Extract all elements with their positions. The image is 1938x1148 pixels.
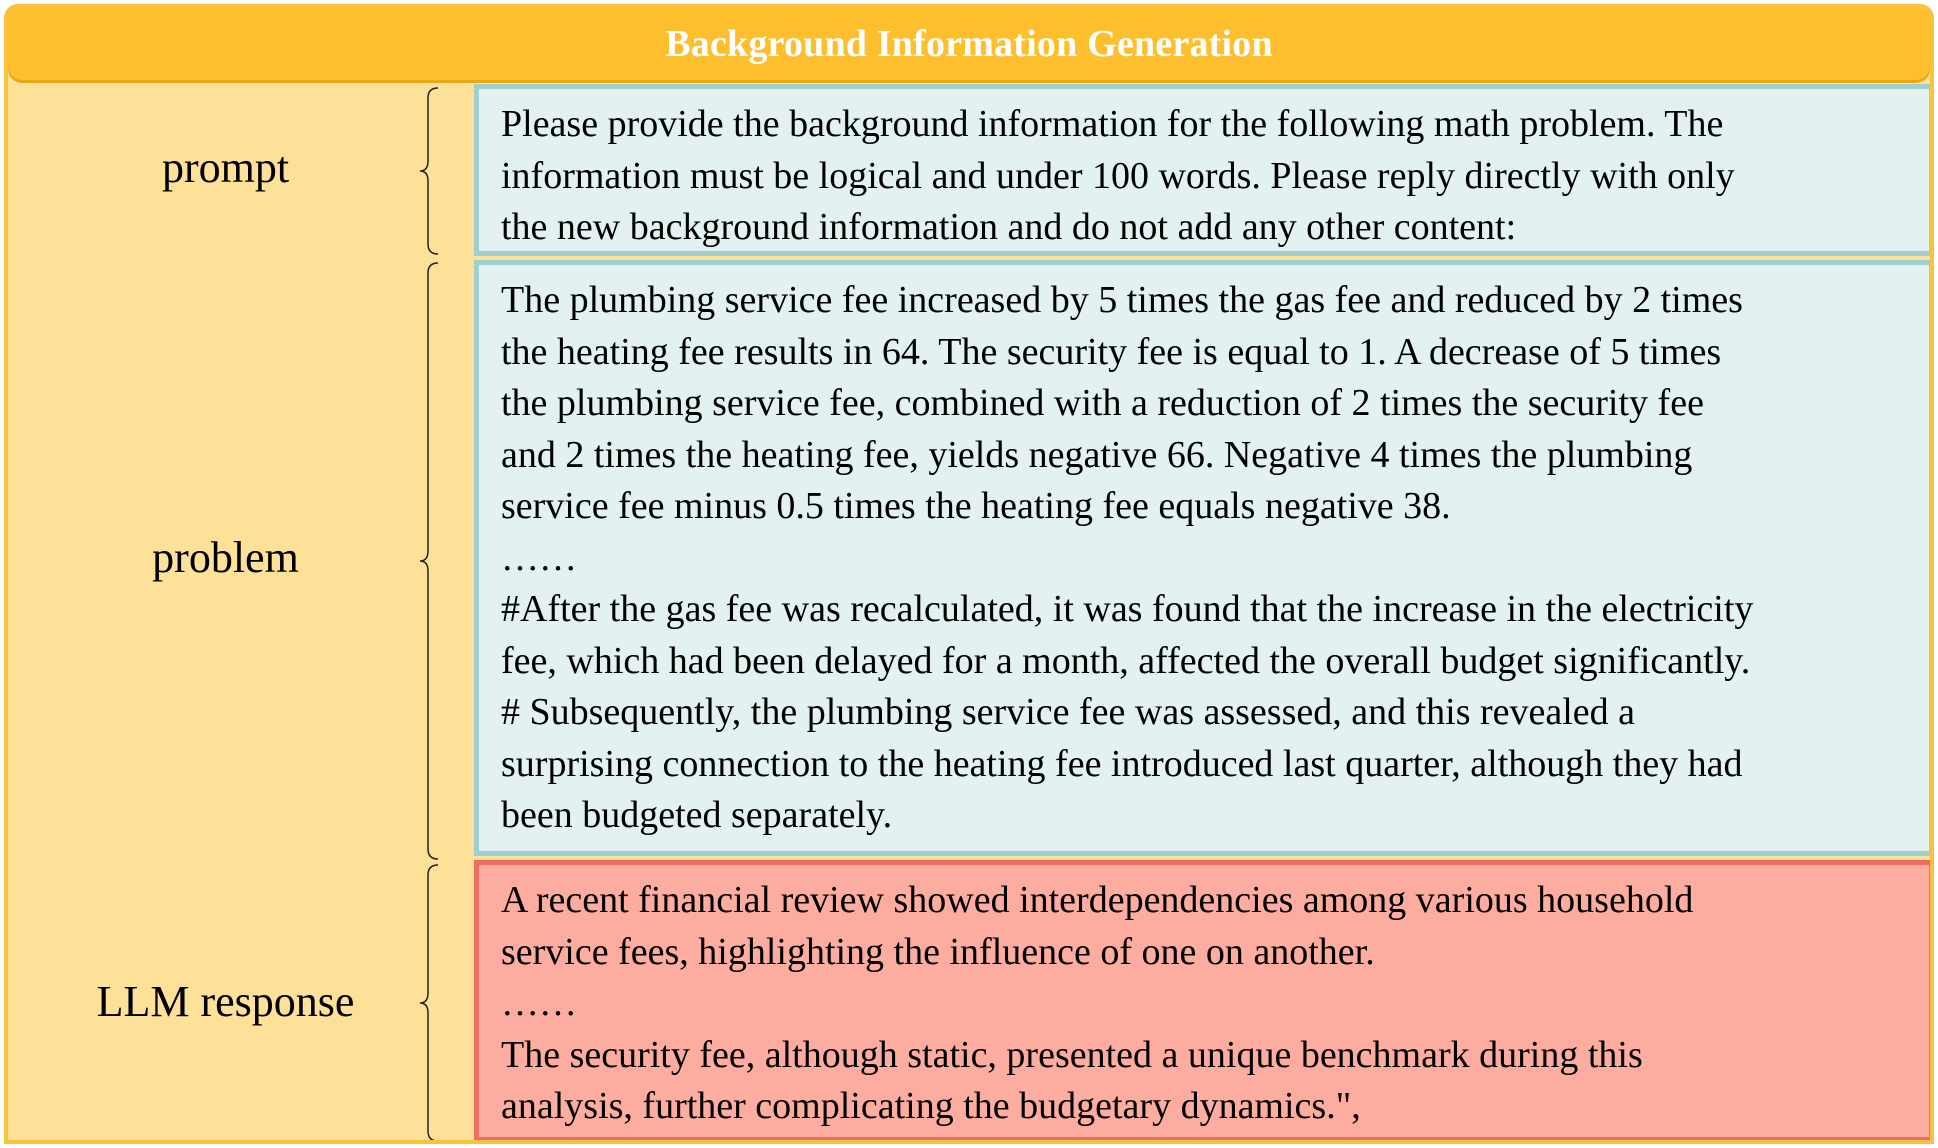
problem-line: the heating fee results in 64. The security fee is equal to 1. A decrease of 5 times bbox=[501, 330, 1722, 373]
problem-line: fee, which had been delayed for a month, affected the overall budget significantly. bbox=[501, 639, 1751, 682]
brace-response-icon bbox=[416, 863, 440, 1143]
prompt-line: information must be logical and under 100 words. Please reply directly with only bbox=[501, 154, 1735, 197]
label-prompt: prompt bbox=[161, 143, 290, 192]
prompt-line: Please provide the background information for the following math problem. The bbox=[501, 103, 1724, 145]
brace-problem-icon bbox=[416, 261, 440, 861]
header-title: Background Information Generation bbox=[665, 23, 1273, 65]
diagram-frame bbox=[4, 4, 1934, 1144]
response-line: The security fee, although static, presented a unique benchmark during this bbox=[501, 1033, 1643, 1076]
prompt-line: the new background information and do not add any other content: bbox=[501, 206, 1517, 248]
problem-line: …… bbox=[501, 536, 577, 579]
response-line: …… bbox=[501, 982, 577, 1024]
prompt-box bbox=[474, 84, 1934, 256]
response-line: A recent financial review showed interdependencies among various household bbox=[501, 879, 1694, 921]
header-bar bbox=[8, 8, 1930, 80]
problem-line: the plumbing service fee, combined with a reduction of 2 times the security fee bbox=[501, 382, 1704, 424]
response-line: service fees, highlighting the influence of one on another. bbox=[501, 930, 1375, 973]
response-line: analysis, further complicating the budgetary dynamics.", bbox=[501, 1085, 1361, 1127]
problem-line: #After the gas fee was recalculated, it was found that the increase in the electricity bbox=[501, 588, 1754, 630]
brace-prompt-icon bbox=[416, 86, 440, 256]
problem-line: # Subsequently, the plumbing service fee was assessed, and this revealed a bbox=[501, 691, 1636, 733]
problem-box bbox=[474, 260, 1934, 856]
problem-line: The plumbing service fee increased by 5 times the gas fee and reduced by 2 times bbox=[501, 279, 1743, 321]
problem-line: and 2 times the heating fee, yields negative 66. Negative 4 times the plumbing bbox=[501, 433, 1693, 476]
response-box bbox=[474, 860, 1934, 1142]
problem-line: service fee minus 0.5 times the heating fee equals negative 38. bbox=[501, 485, 1451, 527]
label-llm-response: LLM response bbox=[96, 977, 355, 1026]
problem-line: been budgeted separately. bbox=[501, 794, 893, 836]
label-problem: problem bbox=[152, 533, 299, 582]
problem-line: surprising connection to the heating fee introduced last quarter, although they had bbox=[501, 742, 1743, 785]
